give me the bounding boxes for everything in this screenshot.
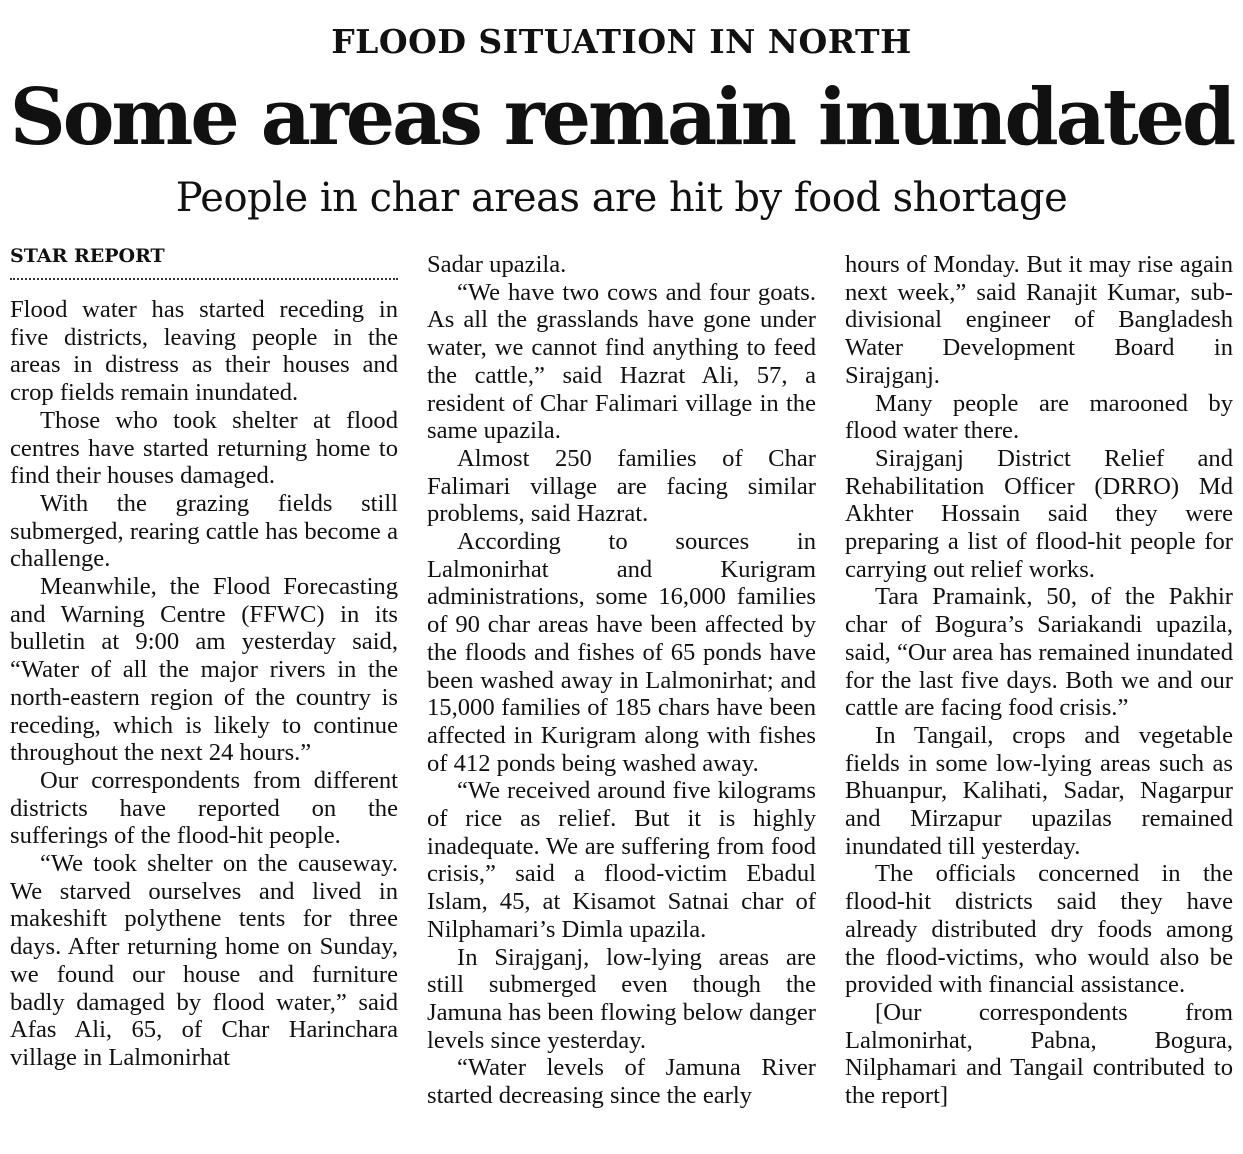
paragraph: Meanwhile, the Flood Forecasting and Warning Centre (FFWC) in its bulletin at 9:00 am yesterday said, “Water of all the major rivers in the north-eastern region of the country is receding, which is likely to continue throughout the next 24 hours.” (10, 573, 398, 767)
paragraph: Our correspondents from different districts have reported on the sufferings of the flood-hit people. (10, 766, 398, 850)
paragraph: [Our correspondents from Lalmonirhat, Pabna, Bogura, Nilphamari and Tangail contributed to the report] (845, 998, 1233, 1110)
paragraph: Almost 250 families of Char Falimari village are facing similar problems, said Hazrat. (427, 444, 816, 528)
headline: Some areas remain inundated (9, 72, 1234, 163)
paragraph: According to sources in Lalmonirhat and Kurigram administrations, some 16,000 families of 90 char areas have been affected by the floods and fishes of 65 ponds have been washed away in Lalmonirhat; and 15,000 families of 185 chars have been affected in Kurigram along with fishes of 412 ponds being washed away. (427, 528, 816, 777)
deck: People in char areas are hit by food shortage (175, 175, 1068, 221)
paragraph: Sadar upazila. (427, 251, 567, 278)
paragraph: Flood water has started receding in five districts, leaving people in the areas in distress as their houses and crop fields remain inundated. (10, 296, 398, 407)
paragraph: “We have two cows and four goats. As all the grasslands have gone under water, we cannot find anything to feed the cattle,” said Hazrat Ali, 57, a resident of Char Falimari village in the same upazila. (427, 278, 816, 445)
paragraph: Sirajganj District Relief and Rehabilitation Officer (DRRO) Md Akhter Hossain said they were preparing a list of flood-hit people for carrying out relief works. (845, 444, 1233, 583)
paragraph: With the grazing fields still submerged, rearing cattle has become a challenge. (10, 489, 398, 573)
article-column-1 (10, 296, 398, 1072)
paragraph: hours of Monday. But it may rise again next week,” said Ranajit Kumar, sub-divisional engineer of Bangladesh Water Development Board in Sirajganj. (845, 251, 1233, 389)
byline: STAR REPORT (10, 242, 398, 280)
paragraph: “We received around five kilograms of rice as relief. But it is highly inadequate. We are suffering from food crisis,” said a flood-victim Ebadul Islam, 45, at Kisamot Satnai char of Nilphamari’s Dimla upazila. (427, 777, 816, 943)
paragraph: Tara Pramaink, 50, of the Pakhir char of Bogura’s Sariakandi upazila, said, “Our area has remained inundated for the last five days. Both we and our cattle are facing food crisis.” (845, 583, 1233, 722)
paragraph: The officials concerned in the flood-hit districts said they have already distributed dry foods among the flood-victims, who would also be provided with financial assistance. (845, 860, 1233, 999)
paragraph: Those who took shelter at flood centres have started returning home to find their houses damaged. (10, 406, 398, 490)
article-column-2 (427, 251, 816, 1110)
paragraph: Many people are marooned by flood water there. (845, 389, 1233, 445)
kicker: FLOOD SITUATION IN NORTH (331, 22, 912, 61)
paragraph: In Sirajganj, low-lying areas are still submerged even though the Jamuna has been flowing below danger levels since yesterday. (427, 943, 816, 1054)
article-column-3 (845, 251, 1233, 1110)
paragraph: In Tangail, crops and vegetable fields in some low-lying areas such as Bhuanpur, Kalihati, Sadar, Nagarpur and Mirzapur upazilas remained inundated till yesterday. (845, 721, 1233, 860)
paragraph: “Water levels of Jamuna River started decreasing since the early (427, 1054, 816, 1110)
paragraph: “We took shelter on the causeway. We starved ourselves and lived in makeshift polythene tents for three days. After returning home on Sunday, we found our house and furniture badly damaged by flood water,” said Afas Ali, 65, of Char Harinchara village in Lalmonirhat (10, 850, 398, 1071)
